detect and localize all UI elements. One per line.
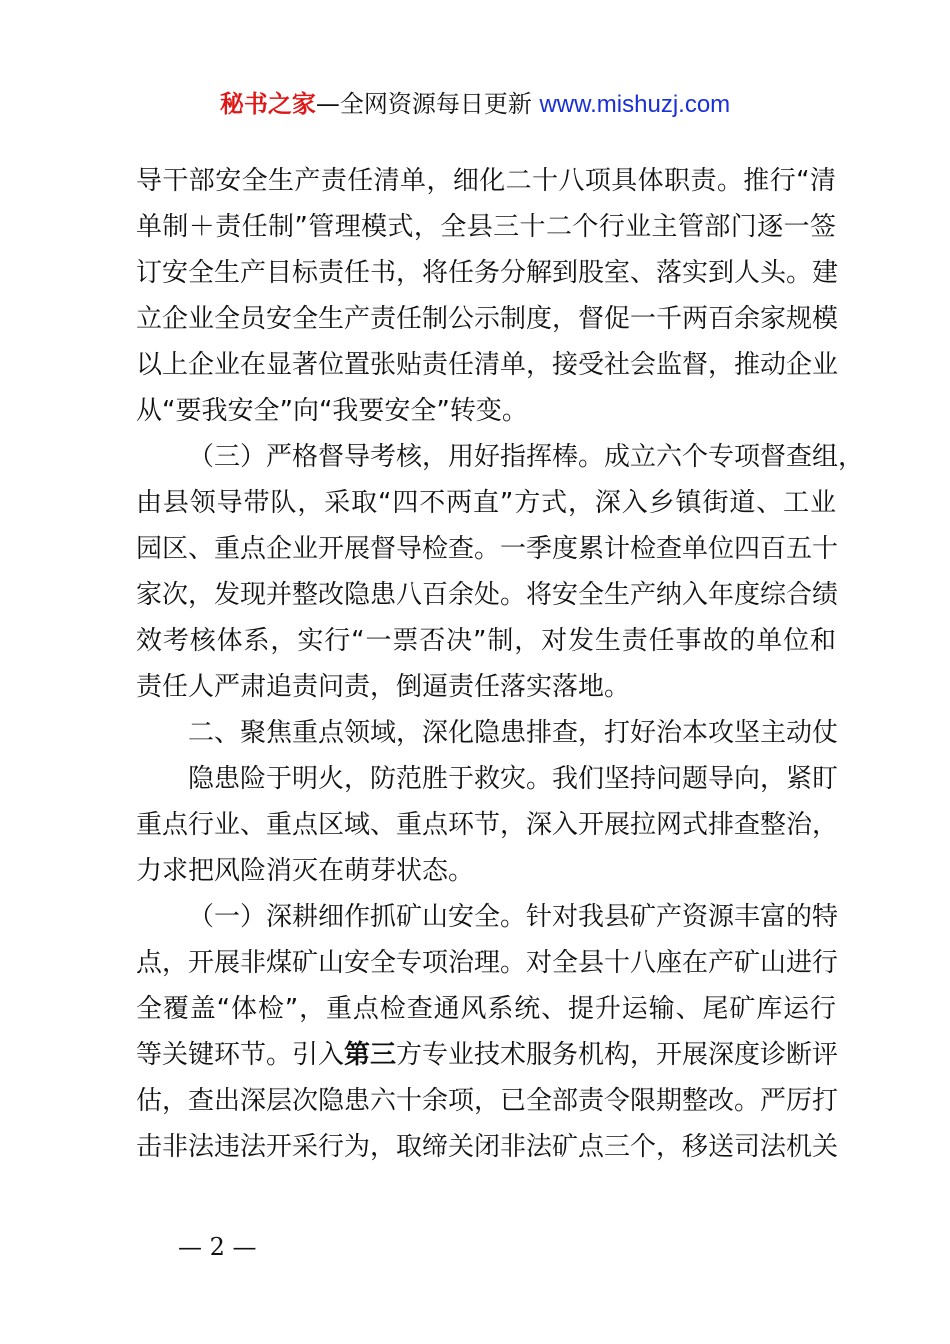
text-line — [136, 1032, 839, 1078]
text-line: 击非法违法开采行为，取缔关闭非法矿点三个，移送司法机关 — [136, 1132, 839, 1162]
text-line: 单制＋责任制”管理模式，全县三十二个行业主管部门逐一签 — [136, 212, 836, 242]
section-heading: 二、聚焦重点领域，深化隐患排查，打好治本攻坚主动仗 — [188, 718, 839, 748]
banner-tagline: —全网资源每日更新 — [315, 90, 540, 118]
text-line: （一）深耕细作抓矿山安全。针对我县矿产资源丰富的特 — [188, 902, 839, 932]
paragraph — [136, 434, 865, 710]
text-line: 订安全生产目标责任书，将任务分解到股室、落实到人头。建 — [136, 258, 839, 288]
paragraph — [136, 756, 839, 894]
text-line: 力求把风险消灭在萌芽状态。 — [136, 856, 475, 886]
site-banner — [0, 86, 950, 123]
text-line: 园区、重点企业开展督导检查。一季度累计检查单位四百五十 — [136, 534, 839, 564]
text-line: 点，开展非煤矿山安全专项治理。对全县十八座在产矿山进行 — [136, 948, 839, 978]
brand-name: 秘书之家 — [219, 90, 316, 118]
text-span: 方专业技术服务机构，开展深度诊断评 — [396, 1040, 839, 1070]
text-line: 隐患险于明火，防范胜于救灾。我们坚持问题导向，紧盯 — [188, 764, 839, 794]
text-span: 等关键环节。引入 — [136, 1040, 345, 1070]
text-line: 由县领导带队，采取“四不两直”方式，深入乡镇街道、工业 — [136, 488, 836, 518]
text-line: 重点行业、重点区域、重点环节，深入开展拉网式排查整治， — [136, 810, 839, 840]
text-line: 估，查出深层次隐患六十余项，已全部责令限期整改。严厉打 — [136, 1086, 839, 1116]
text-line: 从“要我安全”向“我要安全”转变。 — [136, 396, 528, 426]
text-line: 家次，发现并整改隐患八百余处。将安全生产纳入年度综合绩 — [136, 580, 839, 610]
text-line: 全覆盖“体检”，重点检查通风系统、提升运输、尾矿库运行 — [136, 994, 836, 1024]
paragraph — [136, 894, 839, 1170]
text-line: 责任人严肃追责问责，倒逼责任落实落地。 — [136, 672, 631, 702]
text-line: （三）严格督导考核，用好指挥棒。成立六个专项督查组， — [188, 442, 865, 472]
text-line: 立企业全员安全生产责任制公示制度，督促一千两百余家规模 — [136, 304, 839, 334]
text-line: 效考核体系，实行“一票否决”制，对发生责任事故的单位和 — [136, 626, 836, 656]
document-body — [136, 158, 865, 1170]
site-url-link[interactable]: www.mishuzj.com — [539, 91, 731, 118]
text-line: 以上企业在显著位置张贴责任清单，接受社会监督，推动企业 — [136, 350, 839, 380]
page-number: — 2 — — [178, 1233, 257, 1261]
text-line: 导干部安全生产责任清单，细化二十八项具体职责。推行“清 — [136, 166, 836, 196]
bold-text-span: 第三 — [344, 1040, 397, 1070]
paragraph — [136, 158, 839, 434]
